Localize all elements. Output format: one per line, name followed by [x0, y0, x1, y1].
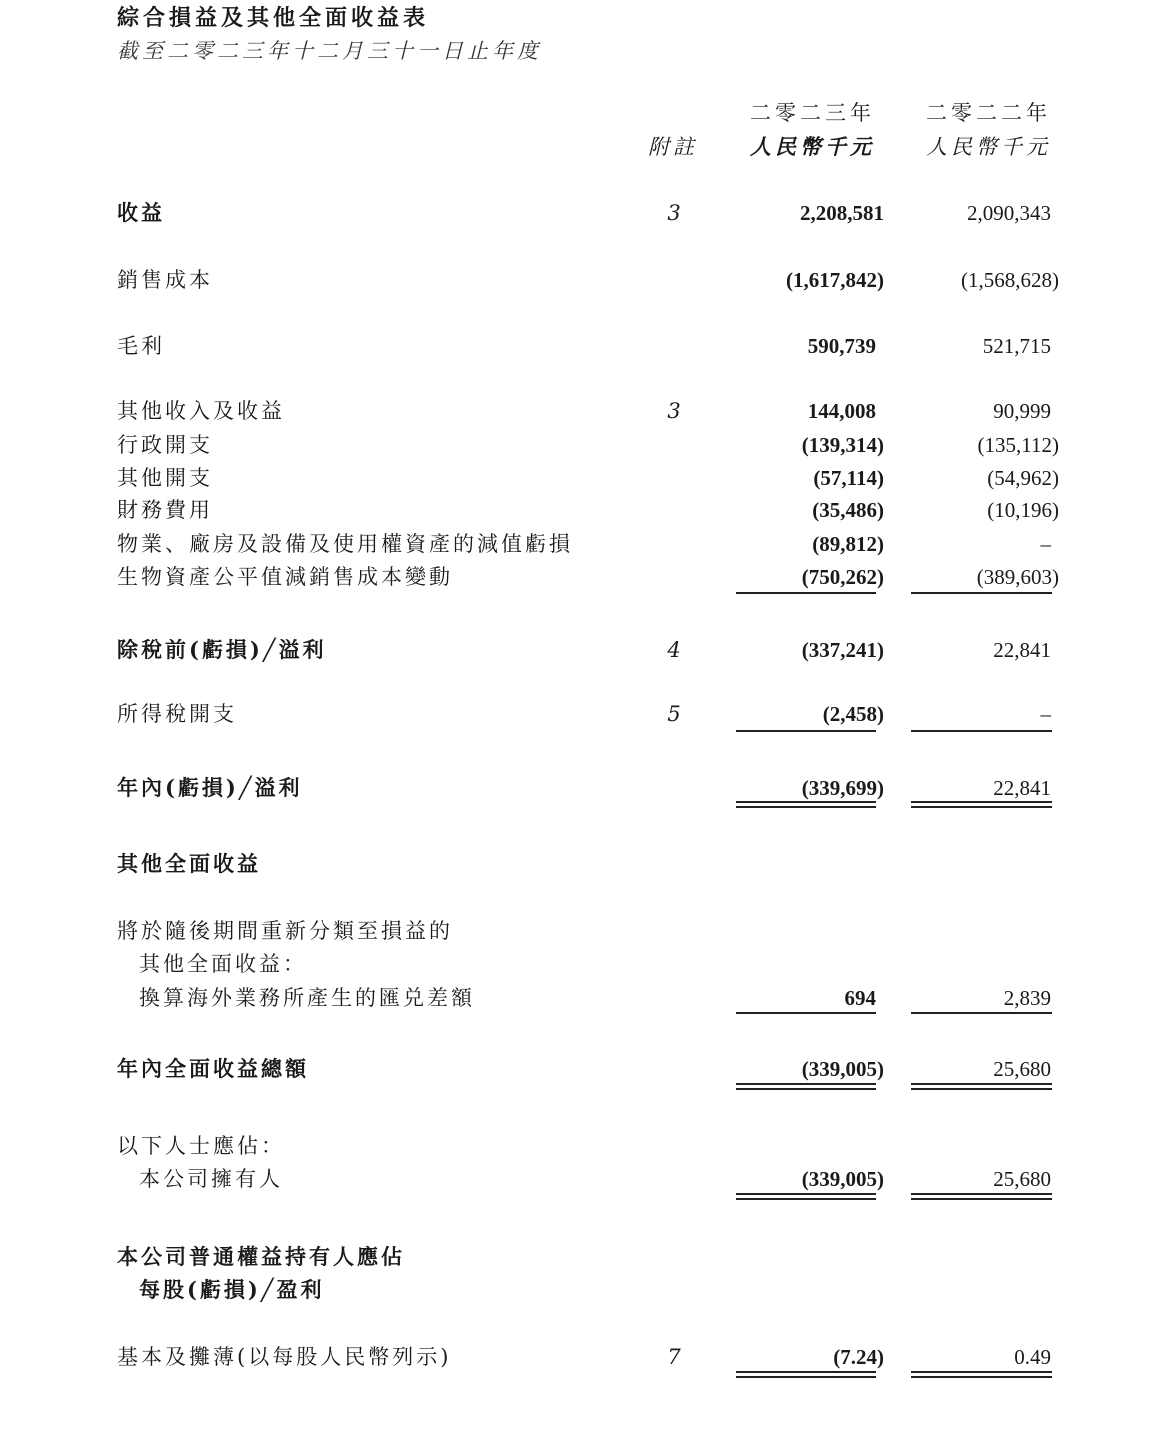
note-eps-basic: 7	[667, 1345, 681, 1369]
total-ci-double-bottom-2022	[911, 1088, 1052, 1090]
row-label-year-result: 年內(虧損)╱溢利	[117, 775, 303, 800]
row-label-cost-of-sales: 銷售成本	[117, 268, 213, 292]
eps-double-top-2022	[911, 1371, 1052, 1373]
value-2023-impairment: (89,812)	[812, 532, 884, 556]
value-2023-finance-costs: (35,486)	[812, 498, 884, 522]
row-label-other-expenses: 其他開支	[117, 466, 213, 490]
owners-double-top-2022	[911, 1193, 1052, 1195]
statement-subtitle: 截至二零二三年十二月三十一日止年度	[117, 39, 542, 63]
owners-double-top-2023	[736, 1193, 876, 1195]
value-2022-impairment: –	[1040, 532, 1051, 556]
header-2023-year: 二零二三年	[750, 101, 875, 125]
row-label-admin-expenses: 行政開支	[117, 433, 213, 457]
value-2023-pretax: (337,241)	[801, 638, 884, 662]
value-2022-revenue: 2,090,343	[967, 201, 1051, 225]
row-label-finance-costs: 財務費用	[117, 498, 213, 522]
row-label-bio-assets: 生物資產公平值減銷售成本變動	[117, 565, 453, 589]
row-label-eps-basic: 基本及攤薄(以每股人民幣列示)	[117, 1345, 452, 1369]
value-2023-other-income: 144,008	[807, 399, 876, 423]
subtotal-rule-2022	[911, 592, 1052, 594]
row-label-owners: 本公司擁有人	[139, 1167, 283, 1191]
value-2022-bio-assets: (389,603)	[976, 565, 1059, 589]
row-label-revenue: 收益	[117, 200, 165, 225]
value-2023-bio-assets: (750,262)	[801, 565, 884, 589]
header-2023-currency: 人民幣千元	[750, 134, 875, 159]
row-label-fx-diff: 換算海外業務所產生的匯兑差額	[139, 986, 475, 1010]
eps-double-bottom-2023	[736, 1376, 876, 1378]
note-income-tax: 5	[667, 702, 681, 726]
subtotal-rule-2023	[736, 592, 876, 594]
eps-heading-line2: 每股(虧損)╱盈利	[139, 1277, 325, 1302]
eps-double-top-2023	[736, 1371, 876, 1373]
row-label-gross-profit: 毛利	[117, 334, 165, 358]
value-2023-income-tax: (2,458)	[822, 702, 884, 726]
eps-double-bottom-2022	[911, 1376, 1052, 1378]
value-2023-cost-of-sales: (1,617,842)	[786, 268, 884, 292]
row-label-total-ci: 年內全面收益總額	[117, 1056, 309, 1081]
value-2023-gross-profit: 590,739	[807, 334, 876, 358]
header-2022-year: 二零二二年	[926, 101, 1051, 125]
value-2023-year-result: (339,699)	[801, 776, 884, 800]
note-other-income: 3	[667, 399, 681, 423]
value-2023-other-expenses: (57,114)	[813, 466, 884, 490]
value-2023-total-ci: (339,005)	[801, 1057, 884, 1081]
value-2022-pretax: 22,841	[993, 638, 1051, 662]
value-2022-other-expenses: (54,962)	[987, 466, 1059, 490]
row-label-reclass-line2: 其他全面收益：	[139, 952, 307, 976]
tax-rule-2023	[736, 730, 876, 732]
note-revenue: 3	[667, 201, 681, 225]
value-2022-eps-basic: 0.49	[1014, 1345, 1051, 1369]
row-label-impairment: 物業、廠房及設備及使用權資產的減值虧損	[117, 532, 573, 556]
value-2022-fx-diff: 2,839	[1003, 986, 1051, 1010]
total-ci-double-top-2023	[736, 1083, 876, 1085]
value-2023-admin-expenses: (139,314)	[801, 433, 884, 457]
value-2023-eps-basic: (7.24)	[833, 1345, 884, 1369]
value-2022-total-ci: 25,680	[993, 1057, 1051, 1081]
row-label-reclass-line1: 將於隨後期間重新分類至損益的	[117, 919, 453, 943]
value-2022-other-income: 90,999	[993, 399, 1051, 423]
eps-heading-line1: 本公司普通權益持有人應佔	[117, 1244, 405, 1269]
statement-title: 綜合損益及其他全面收益表	[117, 5, 430, 31]
double-rule-top-2023	[736, 801, 876, 803]
double-rule-bottom-2023	[736, 806, 876, 808]
owners-double-bottom-2023	[736, 1198, 876, 1200]
value-2022-finance-costs: (10,196)	[987, 498, 1059, 522]
row-label-other-income: 其他收入及收益	[117, 399, 285, 423]
note-column-header: 附註	[648, 135, 698, 159]
fx-rule-2023	[736, 1012, 876, 1014]
double-rule-bottom-2022	[911, 806, 1052, 808]
value-2022-gross-profit: 521,715	[982, 334, 1051, 358]
value-2022-owners: 25,680	[993, 1167, 1051, 1191]
row-label-pretax: 除稅前(虧損)╱溢利	[117, 637, 327, 662]
value-2023-revenue: 2,208,581	[800, 201, 884, 225]
value-2022-income-tax: –	[1040, 702, 1051, 726]
total-ci-double-bottom-2023	[736, 1088, 876, 1090]
owners-double-bottom-2022	[911, 1198, 1052, 1200]
fx-rule-2022	[911, 1012, 1052, 1014]
total-ci-double-top-2022	[911, 1083, 1052, 1085]
section-heading-oci: 其他全面收益	[117, 851, 261, 876]
value-2022-admin-expenses: (135,112)	[977, 433, 1059, 457]
tax-rule-2022	[911, 730, 1052, 732]
header-2022-currency: 人民幣千元	[926, 135, 1051, 159]
note-pretax: 4	[667, 638, 681, 662]
value-2023-owners: (339,005)	[801, 1167, 884, 1191]
row-label-attributable: 以下人士應佔：	[117, 1134, 285, 1158]
value-2022-cost-of-sales: (1,568,628)	[961, 268, 1059, 292]
value-2023-fx-diff: 694	[844, 986, 876, 1010]
double-rule-top-2022	[911, 801, 1052, 803]
value-2022-year-result: 22,841	[993, 776, 1051, 800]
row-label-income-tax: 所得稅開支	[117, 702, 237, 726]
